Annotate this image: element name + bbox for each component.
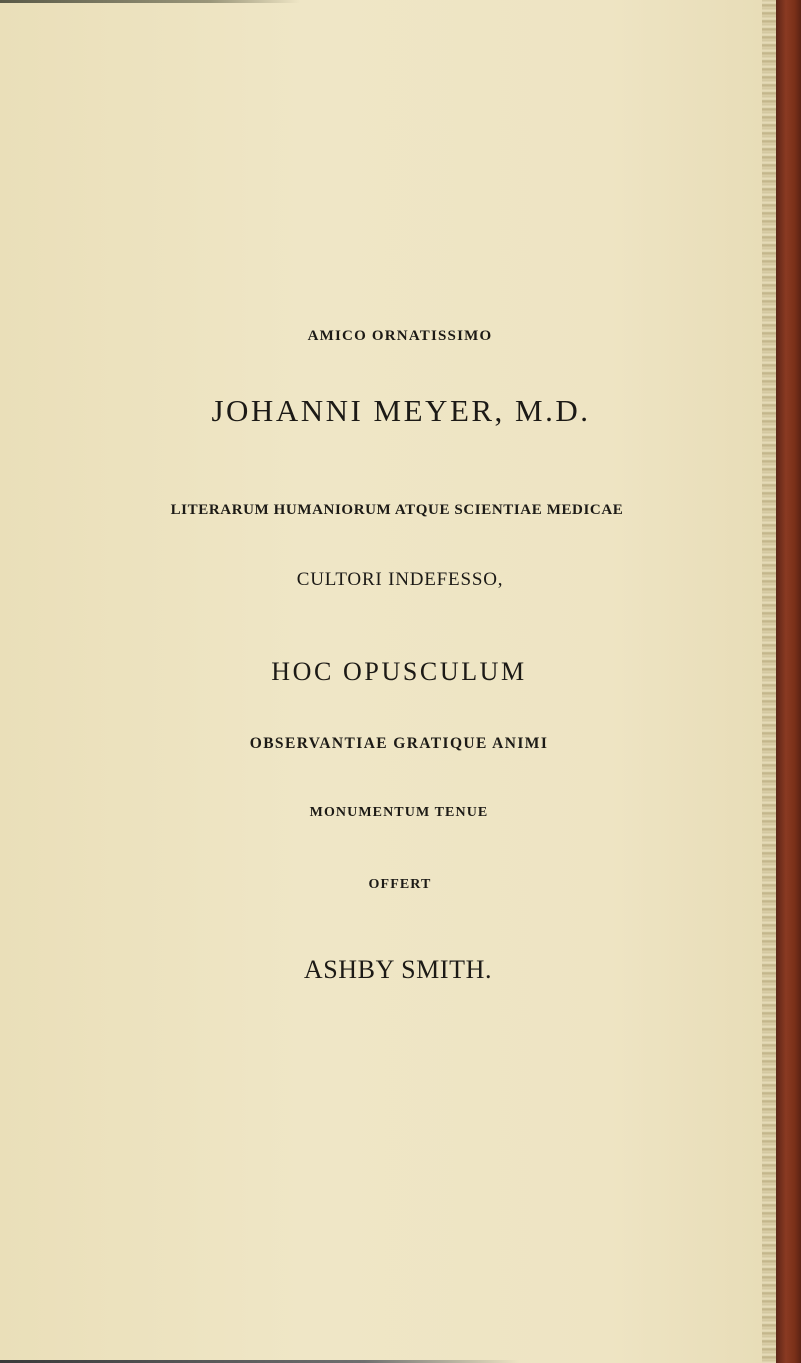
top-page-edge [0, 0, 300, 3]
book-spine [776, 0, 801, 1363]
dedication-line-cultori: CULTORI INDEFESSO, [296, 569, 504, 590]
page-gutter [762, 0, 776, 1363]
dedication-line-literarum: LITERARUM HUMANIORUM ATQUE SCIENTIAE MEDICAE [170, 502, 624, 518]
dedication-line-monumentum: MONUMENTUM TENUE [309, 805, 489, 820]
dedication-salutation: AMICO ORNATISSIMO [307, 328, 493, 344]
dedication-line-observantiae: OBSERVANTIAE GRATIQUE ANIMI [249, 735, 549, 752]
dedicatee-name: JOHANNI MEYER, M.D. [211, 393, 591, 428]
dedication-line-opusculum: HOC OPUSCULUM [271, 657, 527, 686]
dedication-line-offert: OFFERT [368, 877, 432, 892]
author-signature-name: ASHBY SMITH. [303, 955, 493, 984]
